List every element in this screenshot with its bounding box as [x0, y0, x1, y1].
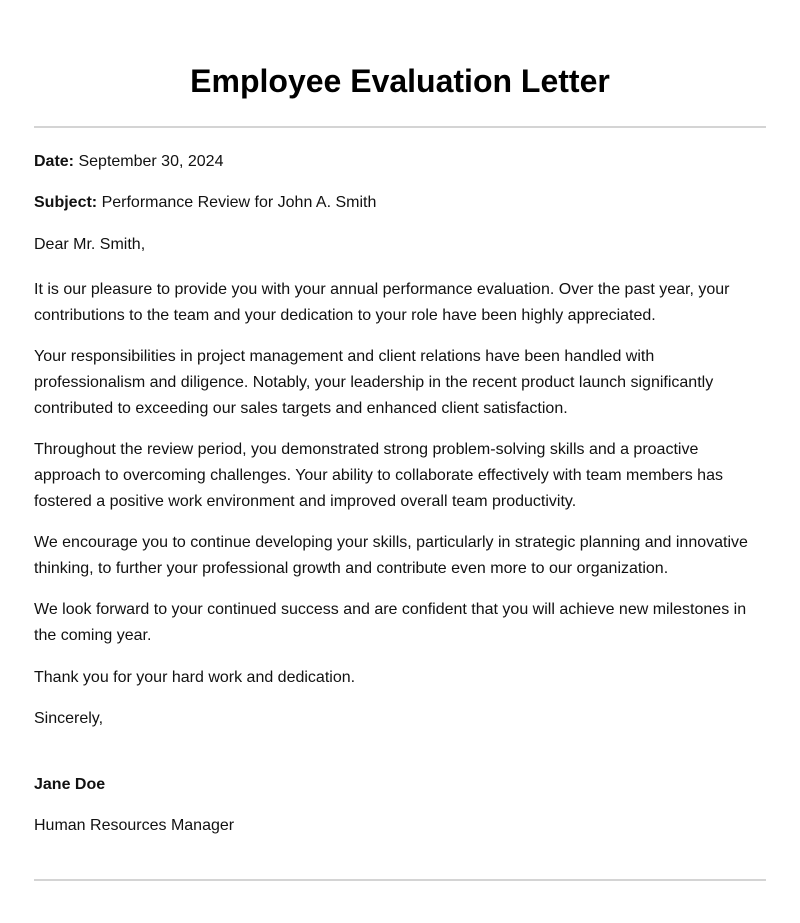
signer-name: Jane Doe — [34, 776, 106, 793]
subject-label: Subject: — [34, 194, 98, 211]
salutation: Dear Mr. Smith, — [34, 236, 146, 253]
paragraph-encouragement: We encourage you to continue developing your skills, particularly in strategic planning and innovative thinking, to further your professional growth and contribute even more to our organization. — [34, 534, 748, 577]
date-line — [34, 149, 766, 175]
paragraph-intro: It is our pleasure to provide you with your annual performance evaluation. Over the past year, your contributions to the team and your dedication to your role have been highly appreciated. — [34, 281, 730, 324]
page-title: Employee Evaluation Letter — [190, 63, 610, 99]
paragraph-responsibilities: Your responsibilities in project management and client relations have been handled with professionalism and diligence. Notably, your leadership in the recent product launch significantly contributed to exceeding our sales targets and enhanced client satisfaction. — [34, 348, 714, 417]
subject-value: Performance Review for John A. Smith — [101, 194, 377, 211]
subject-line — [34, 190, 766, 216]
bottom-divider — [34, 879, 766, 881]
top-divider — [34, 126, 766, 128]
date-value: September 30, 2024 — [78, 153, 224, 170]
paragraph-skills: Throughout the review period, you demonstrated strong problem-solving skills and a proactive approach to overcoming challenges. Your ability to collaborate effectively with team members has fostered a positive work environment and improved overall team productivity. — [34, 441, 723, 510]
date-label: Date: — [34, 153, 75, 170]
closing-line: Sincerely, — [34, 710, 104, 727]
paragraph-outlook: We look forward to your continued success and are confident that you will achieve new milestones in the coming year. — [34, 601, 747, 644]
signer-title: Human Resources Manager — [34, 817, 235, 834]
thanks-line: Thank you for your hard work and dedication. — [34, 669, 356, 686]
